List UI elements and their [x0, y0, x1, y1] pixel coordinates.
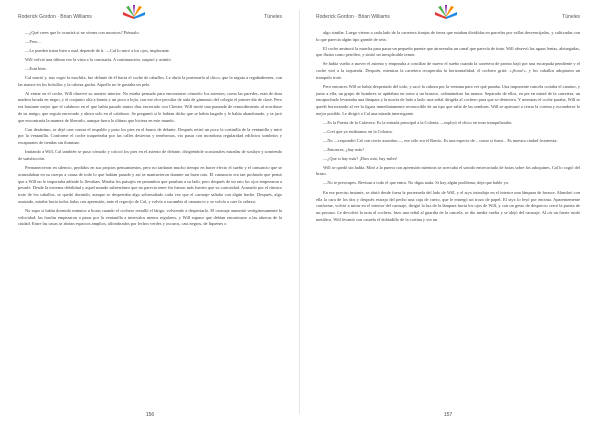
paragraph: —Pero... — [25, 39, 41, 44]
left-page-body — [18, 30, 282, 230]
paragraph: No supo si había dormido minutos u horas cuando el cochero restalló el látigo, volviendo a despertarlo. El carruaje aumentó vertiginosamente la velocidad, las farolas empezaron a pasar por la ventanilla a intervalos menos regulares, y Will supuso que debían encontrarse a las afueras de la ciudad. Entre las casas se abrían espacios amplios, alfombrados por lechos verdes y oscuros, casi negros, de líquenes o — [18, 207, 282, 227]
paragraph: Con desánimo, se dejó caer contra el respaldo y puso los pies en el banco de delante. Después retiró un poco la cortinilla de la ventanilla y miró por la ventanilla. Conforme el coche traqueteaba por las calles desiertas y tenebrosas, vio pasar con monótona regularidad edificios sombríos y escaparates de tiendas sin iluminar. — [18, 126, 282, 145]
paragraph: —¿Que si hay más? ¡Dios mío, hay miles! — [323, 155, 398, 161]
paragraph: —Entonces, ¿hay más? — [323, 146, 365, 152]
book-title-header: Túneles — [264, 14, 282, 20]
page-number-right: 157 — [443, 412, 453, 418]
paragraph: algo similar. Luego vieron a cada lado de la carretera franjas de tierra que estaban divididas en parcelas por vallas desvencijadas, y cultivadas con lo que parecía algún tipo grande de seta. — [316, 30, 580, 42]
paragraph: Pero entonces Will se había despertado del todo, y sacó la cabeza por la ventana para ver qué pasaba. Una imponente cancela cortaba el camino, y junto a ella, un grupo de hombres se apiñaban en torno a un brasero, calentándose las manos. Separado de ellos, en pie en mitad de la carretera, un encapuchado levantaba una lámpara y la movía de lado a lado: una señal dirigida al cochero para que se detuviera. Y mientras el coche paraba, Will se quedó horrorizado al ver la figura inmediatamente reconocible de un tipo que salía de las sombras. Will se apresuró a cerrar la cortina y esconderse lo mejor posible. Le dirigió a Cal una mirada interrogante. — [316, 83, 580, 116]
paragraph: —Es la Puerta de la Calavera. Es la entrada principal a la Colonia —explicó el chico en tono tranquilizador. — [323, 119, 513, 125]
right-page-body — [316, 30, 580, 226]
paragraph: Se había vuelto a mover el asiento y empezaba a conciliar de nuevo el sueño cuando la carretera de pronto bajó por una escarpada pendiente y el coche viró a la izquierda. Después, mientras la carretera recuperaba la horizontalidad, el cochero gritó: «¡Sooo!», y los caballos adoptaron un tranquilo trote. — [316, 61, 580, 80]
paragraph: Will se quedó sin habla. Miró a la puerta con aprensión mientras se acercaba el sonido entrecortado de botas sobre los adoquines. Cal lo cogió del brazo. — [316, 164, 580, 177]
right-page — [302, 0, 594, 424]
paragraph: —No —respondió Cal con cierto asombro—, eso sólo era el Barrio. Es una especie de... como si fuera... Es nuestra ciudad fronteriza. — [323, 137, 558, 143]
paragraph: Cal sonrió y, tras coger la mochila, fue delante de él hacia el coche de caballos. Le abrió la portezuela al chico, que la seguía a regañadientes, con las manos en los bolsillos y la cabeza gacha. Aquello no le gustaba un pelo. — [18, 75, 282, 87]
paragraph: —Creí que ya estábamos en la Colonia. — [323, 128, 393, 134]
paragraph: —Está bien. — [25, 66, 47, 71]
paragraph: —¿Qué crees que le ocurrirá si no vienes con nosotros? Piénsalo. — [25, 30, 140, 35]
paragraph: Permanecieron en silencio, perdidos en sus propios pensamientos, pero no tardaron mucho tiempo en hacer efecto el sueño y el cansancio que se acumulaban en su cuerpo a causa de todo lo que habían pasado y así se mantuvieron durante un buen rato. El cansancio era tan profundo que pensó que a Will no le importaba adónde lo llevaban. Miraba los paisajes en penumbra que pasaban a su lado, pero después de un rato los ojos empezaron a pesarle. Desde la extrema debilidad y aquel mundo subterráneo que no parecía tener fin fueron más fuertes que su curiosidad. Acunado por el rítmico trote de los caballos, se quedó dormido, aunque se despertaba algo sobresaltado cada vez que el carruaje saltaba con algún bache. Después, algo asustado, miraba hacia todos lados con aprensión, ante el regocijo de Cal, y volvía a sucumbir al cansancio y se volvía a caer la cabeza. — [18, 165, 282, 204]
paragraph: Imitando a Will, Cal también se puso cómodo y colocó los pies en el asiento de delante, dirigiéndole ocasionales miradas de soslayo y sonriendo de satisfacción. — [18, 148, 282, 161]
running-header — [18, 14, 282, 23]
author-header: Roderick Gordon · Brian Williams — [316, 14, 390, 20]
book-spine-divider — [299, 10, 300, 414]
paragraph: En ese preciso instante, se abrió desde fuera la portezuela del lado de Will, y el styx introdujo en el interior una lámpara de bronce. Alumbró con ella la cara de los dos y después extrajo del pecho una caja de cuero, que le entregó un trozo de papel. El styx lo leyó por encima. Aparentemente conforme, volvió a mirar en el interior del carruaje, dirigió la luz de la lámpara hacia los ojos de Will, y con un gesto de desprecio cerró la puerta de un portazo. Le devolvió la nota al cochero, hizo una señal al guardia de la cancela, se dio media vuelta y se alejó del carruaje. Al oír un fuerte ruido metálico, Will levantó con cautela el dobladillo de la cortina y vio un — [316, 190, 580, 222]
paragraph: —No te preocupes. Revisan a todo el que entra. No digas nada. Si hay algún problema, deja que hable yo. — [323, 180, 510, 186]
paragraph: Will volvió una última vez la vista a la comisaría. A continuación, suspiró y asintió. — [25, 57, 172, 62]
paragraph: —Le pueden tratar bien o mal, depende de ti. —Cal lo miró a los ojos, implorante. — [25, 48, 170, 53]
book-title-header: Túneles — [562, 14, 580, 20]
page-number-left: 156 — [145, 412, 155, 418]
running-header — [316, 14, 580, 23]
paragraph: Al entrar en el coche, Will observó su austero interior. No estaba pensado para encontrarse cómodo: los asientos, como las paredes, eran de dura madera lacada en negro, y el conjunto olía a barniz y un poco a lejía, con ese olor peculiar de aula de gimnasio del colegio el primer día de clase. Pero era bastante mejor que el calabozo en el que había pasado tantos días encerrado con Chester. Will sintió una punzada de remordimiento al acordarse de su amigo, que seguía encerrado y ahora solo en el calabozo. Se preguntó si le habían dicho que se había largado y le había abandonado, y se juró que encontraría la manera de liberarlo, aunque fuera lo último que hiciera en este mundo. — [18, 90, 282, 123]
paragraph: El coche aminoró la marcha para pasar un pequeño puente que atravesaba un canal que parecía de tinta. Will observó las aguas lentas, aletargadas, que fluían como petróleo, y sintió un inexplicable temor. — [316, 45, 580, 58]
left-page — [4, 0, 296, 424]
author-header: Roderick Gordon · Brian Williams — [18, 14, 92, 20]
